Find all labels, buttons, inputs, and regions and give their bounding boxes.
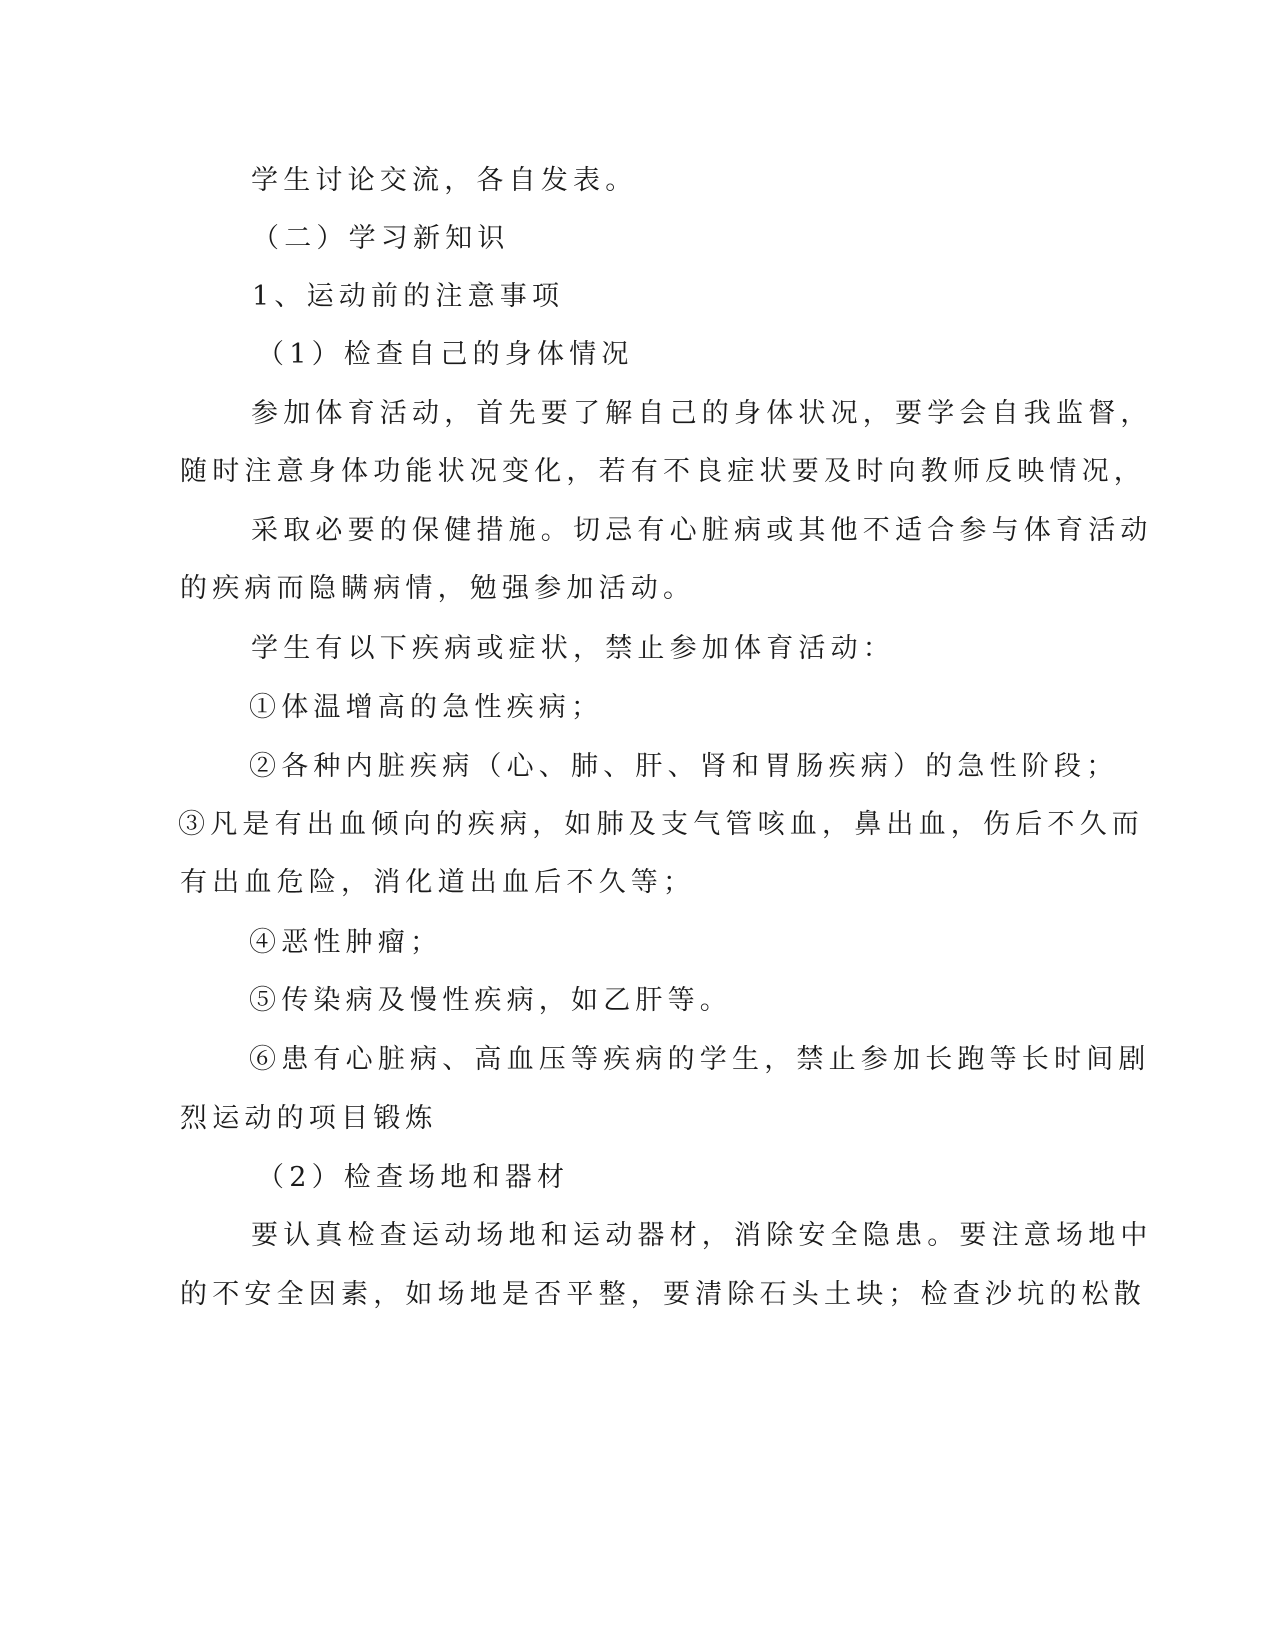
- paragraph-line: 学生有以下疾病或症状，禁止参加体育活动：: [251, 633, 895, 664]
- item-heading-1: （1）检查自己的身体情况: [257, 339, 634, 370]
- list-item: ⑤传染病及慢性疾病，如乙肝等。: [249, 985, 732, 1016]
- list-item-continuation: 烈运动的项目锻炼: [180, 1103, 438, 1134]
- paragraph-line: 采取必要的保健措施。切忌有心脏病或其他不适合参与体育活动: [251, 515, 1153, 546]
- list-item: ②各种内脏疾病（心、肺、肝、肾和胃肠疾病）的急性阶段；: [249, 751, 1119, 782]
- paragraph-line: 要认真检查运动场地和运动器材，消除安全隐患。要注意场地中: [251, 1220, 1153, 1251]
- paragraph-line: 的疾病而隐瞒病情，勉强参加活动。: [180, 573, 696, 604]
- text-line-1: 学生讨论交流，各自发表。: [251, 165, 638, 196]
- list-item-continuation: 有出血危险，消化道出血后不久等；: [180, 867, 696, 898]
- list-item: ④恶性肿瘤；: [249, 927, 443, 958]
- list-item: ③凡是有出血倾向的疾病，如肺及支气管咳血，鼻出血，伤后不久而: [178, 809, 1144, 840]
- paragraph-line: 参加体育活动，首先要了解自己的身体状况，要学会自我监督，: [251, 398, 1153, 429]
- paragraph-line: 的不安全因素，如场地是否平整，要清除石头土块；检查沙坑的松散: [180, 1279, 1146, 1310]
- list-item: ①体温增高的急性疾病；: [249, 692, 604, 723]
- subsection-heading-1: 1、运动前的注意事项: [252, 281, 565, 312]
- paragraph-line: 随时注意身体功能状况变化，若有不良症状要及时向教师反映情况，: [180, 456, 1146, 487]
- section-heading-2: （二）学习新知识: [252, 223, 510, 254]
- item-heading-2: （2）检查场地和器材: [257, 1162, 570, 1193]
- list-item: ⑥患有心脏病、高血压等疾病的学生，禁止参加长跑等长时间剧: [249, 1044, 1151, 1075]
